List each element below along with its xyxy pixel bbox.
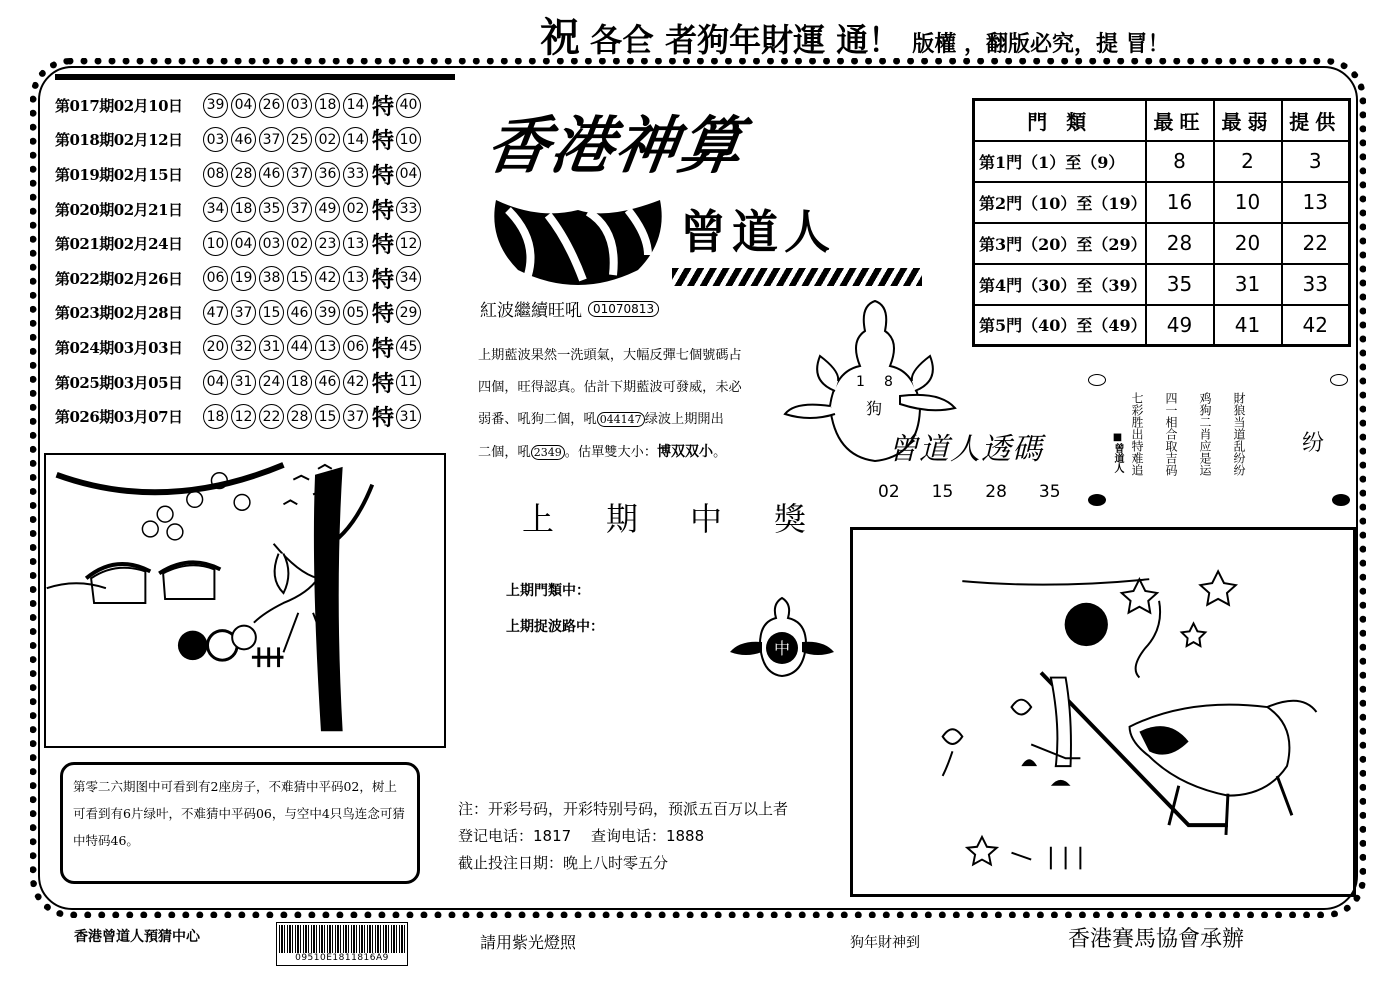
draw-row bbox=[55, 296, 455, 331]
number-ball: 39 bbox=[203, 93, 228, 118]
number-ball: 44 bbox=[287, 335, 312, 360]
door-cell-min: 10 bbox=[1214, 182, 1282, 223]
draw-label: 第024期03月03日 bbox=[55, 338, 183, 357]
header-offer: 提供 bbox=[1282, 100, 1350, 141]
door-cell-door: 第4門（30）至（39） bbox=[974, 264, 1146, 305]
door-cell-min: 31 bbox=[1214, 264, 1282, 305]
decor-oval bbox=[1088, 374, 1106, 386]
number-ball: 42 bbox=[315, 266, 340, 291]
results-top-bar bbox=[55, 74, 455, 80]
draw-row bbox=[55, 123, 455, 158]
door-cell-door: 第3門（20）至（29） bbox=[974, 223, 1146, 264]
number-ball: 04 bbox=[203, 370, 228, 395]
number-ball: 47 bbox=[203, 300, 228, 325]
decor-dot bbox=[1332, 494, 1350, 506]
number-ball: 18 bbox=[231, 197, 256, 222]
poem-columns bbox=[1130, 392, 1246, 492]
number-ball: 32 bbox=[231, 335, 256, 360]
special-label: 特 bbox=[372, 370, 395, 397]
number-ball: 15 bbox=[315, 404, 340, 429]
draw-row bbox=[55, 88, 455, 123]
number-ball: 34 bbox=[203, 197, 228, 222]
win-badge-text: 中 bbox=[774, 639, 791, 658]
special-ball: 11 bbox=[396, 370, 421, 395]
number-ball: 03 bbox=[203, 127, 228, 152]
analysis-oval: 044147 bbox=[597, 412, 645, 427]
poem-col: 財狼当道乱纷纷 bbox=[1232, 392, 1246, 476]
draw-row bbox=[55, 192, 455, 227]
analysis-line: 四個，旺得認真。估計下期藍波可發威，未必 bbox=[478, 380, 742, 395]
number-ball: 24 bbox=[259, 370, 284, 395]
door-cell-offer: 33 bbox=[1282, 264, 1350, 305]
number-ball: 38 bbox=[259, 266, 284, 291]
puzzle-picture-left bbox=[44, 453, 446, 748]
number-ball: 08 bbox=[203, 162, 228, 187]
door-row bbox=[974, 264, 1350, 305]
logo-stripes bbox=[672, 268, 922, 286]
analysis-oval: 2349 bbox=[531, 445, 565, 460]
clue-box: 第零二六期图中可看到有2座房子，不难猜中平码02，树上可看到有6片绿叶，不难猜中平码06，与空中4只鸟连念可猜中特码46。 bbox=[60, 762, 420, 884]
decor-dot bbox=[1088, 494, 1106, 506]
reveal-number: 28 bbox=[985, 482, 1007, 502]
number-ball: 15 bbox=[259, 300, 284, 325]
number-ball: 23 bbox=[315, 231, 340, 256]
number-ball: 22 bbox=[259, 404, 284, 429]
poem-end-char: 纷 bbox=[1302, 431, 1325, 456]
special-ball: 29 bbox=[396, 300, 421, 325]
draw-label: 第026期03月07日 bbox=[55, 408, 183, 427]
door-cell-door: 第2門（10）至（19） bbox=[974, 182, 1146, 223]
special-ball: 40 bbox=[396, 93, 421, 118]
number-ball: 15 bbox=[287, 266, 312, 291]
door-cell-door: 第5門（40）至（49） bbox=[974, 305, 1146, 346]
special-label: 特 bbox=[372, 93, 395, 120]
number-ball: 14 bbox=[343, 127, 368, 152]
footer-center-name: 香港曾道人預猜中心 bbox=[74, 929, 200, 945]
number-ball: 46 bbox=[259, 162, 284, 187]
footer-organizer: 香港賽馬協會承辦 bbox=[1068, 927, 1245, 952]
draw-label: 第025期03月05日 bbox=[55, 373, 183, 392]
gourd-zodiac: 狗 bbox=[866, 399, 883, 418]
number-ball: 20 bbox=[203, 335, 228, 360]
door-table-header bbox=[974, 100, 1350, 141]
poem-col: 四一相合取吉码 bbox=[1164, 392, 1178, 476]
number-ball: 37 bbox=[259, 127, 284, 152]
gourd-num-1: 1 bbox=[856, 374, 865, 390]
draw-label: 第019期02月15日 bbox=[55, 165, 183, 184]
reveal-number: 02 bbox=[878, 482, 900, 502]
special-ball: 34 bbox=[396, 266, 421, 291]
door-cell-offer: 42 bbox=[1282, 305, 1350, 346]
door-row bbox=[974, 182, 1350, 223]
barcode bbox=[276, 922, 408, 966]
red-wave-text: 紅波繼續旺吼 bbox=[480, 301, 582, 321]
number-ball: 19 bbox=[231, 266, 256, 291]
number-ball: 02 bbox=[287, 231, 312, 256]
note-line: 截止投注日期：晚上八时零五分 bbox=[458, 854, 669, 872]
red-wave bbox=[480, 296, 659, 321]
draw-label: 第020期02月21日 bbox=[55, 200, 183, 219]
door-cell-door: 第1門（1）至（9） bbox=[974, 141, 1146, 182]
prev-wave-label: 上期捉波路中： bbox=[506, 619, 604, 635]
banner-zhu: 祝 bbox=[540, 14, 580, 61]
special-ball: 31 bbox=[396, 404, 421, 429]
draw-label: 第018期02月12日 bbox=[55, 131, 183, 150]
banner-message: 各仺 者狗年財運 通！ bbox=[590, 21, 901, 59]
win-badge-icon bbox=[726, 596, 838, 680]
number-ball: 28 bbox=[231, 162, 256, 187]
red-wave-numbers: 01070813 bbox=[588, 301, 659, 317]
number-ball: 12 bbox=[231, 404, 256, 429]
special-ball: 33 bbox=[396, 197, 421, 222]
number-ball: 18 bbox=[315, 93, 340, 118]
door-row bbox=[974, 305, 1350, 346]
draw-label: 第017期02月10日 bbox=[55, 96, 183, 115]
banner-copyright: 版權 ，翻版必究，提 冒！ bbox=[912, 31, 1170, 57]
draw-row bbox=[55, 365, 455, 400]
note-line: 登记电话：1817 查询电话：1888 bbox=[458, 827, 705, 845]
poem-col: 鸡狗二肖应是运 bbox=[1198, 392, 1212, 476]
number-ball: 18 bbox=[203, 404, 228, 429]
number-ball: 35 bbox=[259, 197, 284, 222]
draw-row bbox=[55, 399, 455, 434]
number-ball: 37 bbox=[287, 197, 312, 222]
door-cell-max: 16 bbox=[1146, 182, 1214, 223]
header-door: 門 類 bbox=[974, 100, 1146, 141]
number-ball: 26 bbox=[259, 93, 284, 118]
draw-label: 第023期02月28日 bbox=[55, 304, 183, 323]
special-label: 特 bbox=[372, 162, 395, 189]
analysis-pick: 博双双小 bbox=[657, 444, 714, 460]
special-ball: 04 bbox=[396, 162, 421, 187]
number-ball: 49 bbox=[315, 197, 340, 222]
number-ball: 37 bbox=[287, 162, 312, 187]
notes bbox=[458, 796, 788, 877]
door-cell-offer: 22 bbox=[1282, 223, 1350, 264]
door-cell-min: 41 bbox=[1214, 305, 1282, 346]
number-ball: 37 bbox=[231, 300, 256, 325]
number-ball: 31 bbox=[259, 335, 284, 360]
number-ball: 37 bbox=[343, 404, 368, 429]
number-ball: 05 bbox=[343, 300, 368, 325]
number-ball: 46 bbox=[231, 127, 256, 152]
barcode-bars bbox=[279, 925, 405, 953]
door-cell-max: 28 bbox=[1146, 223, 1214, 264]
top-banner bbox=[540, 6, 1170, 63]
number-ball: 02 bbox=[315, 127, 340, 152]
draw-label: 第021期02月24日 bbox=[55, 235, 183, 254]
number-ball: 04 bbox=[231, 231, 256, 256]
draw-row bbox=[55, 157, 455, 192]
door-row bbox=[974, 223, 1350, 264]
decor-oval bbox=[1330, 374, 1348, 386]
special-ball: 12 bbox=[396, 231, 421, 256]
door-cell-max: 8 bbox=[1146, 141, 1214, 182]
number-ball: 13 bbox=[343, 231, 368, 256]
number-ball: 36 bbox=[315, 162, 340, 187]
number-ball: 28 bbox=[287, 404, 312, 429]
number-ball: 06 bbox=[343, 335, 368, 360]
draw-results bbox=[55, 74, 455, 434]
logo-title: 香港神算 bbox=[482, 109, 749, 182]
door-row bbox=[974, 141, 1350, 182]
number-ball: 10 bbox=[203, 231, 228, 256]
door-cell-min: 2 bbox=[1214, 141, 1282, 182]
number-ball: 42 bbox=[343, 370, 368, 395]
reveal-numbers bbox=[878, 482, 1061, 502]
door-cell-offer: 3 bbox=[1282, 141, 1350, 182]
special-label: 特 bbox=[372, 197, 395, 224]
footer-luck: 狗年財神到 bbox=[850, 935, 920, 951]
footer-uv-note: 請用紫光燈照 bbox=[480, 933, 577, 952]
special-label: 特 bbox=[372, 128, 395, 155]
number-ball: 13 bbox=[315, 335, 340, 360]
draw-row bbox=[55, 261, 455, 296]
door-table bbox=[972, 98, 1351, 347]
number-ball: 46 bbox=[315, 370, 340, 395]
analysis-line: 二個，吼 2349 。估單雙大小：博双双小。 bbox=[478, 444, 727, 460]
reveal-number: 35 bbox=[1038, 482, 1061, 502]
note-line: 注：开彩号码，开彩特别号码，预派五百万以上者 bbox=[458, 800, 789, 818]
analysis-line: 上期藍波果然一洗頭氣，大幅反彈七個號碼占 bbox=[478, 348, 742, 363]
special-label: 特 bbox=[372, 232, 395, 259]
logo-author: 曾道人 bbox=[680, 205, 836, 259]
number-ball: 33 bbox=[343, 162, 368, 187]
reveal-title: 曾道人透碼 bbox=[888, 432, 1043, 467]
special-label: 特 bbox=[372, 301, 395, 328]
draw-label: 第022期02月26日 bbox=[55, 269, 183, 288]
header-min: 最弱 bbox=[1214, 100, 1282, 141]
vertical-mark: ■曾道人 bbox=[1112, 432, 1123, 473]
logo-emblem-icon bbox=[488, 180, 668, 290]
puzzle-picture-right bbox=[850, 527, 1356, 897]
draw-row bbox=[55, 330, 455, 365]
prev-door-label: 上期門類中： bbox=[506, 583, 590, 599]
number-ball: 13 bbox=[343, 266, 368, 291]
header-max: 最旺 bbox=[1146, 100, 1214, 141]
gourd-num-2: 8 bbox=[884, 374, 893, 390]
number-ball: 03 bbox=[287, 93, 312, 118]
number-ball: 25 bbox=[287, 127, 312, 152]
number-ball: 18 bbox=[287, 370, 312, 395]
door-cell-max: 49 bbox=[1146, 305, 1214, 346]
analysis-line: 弱番、吼狗二個，吼 044147 绿波上期開出 bbox=[478, 412, 724, 427]
poem-col: 七彩胜出特难追 bbox=[1130, 392, 1144, 476]
number-ball: 31 bbox=[231, 370, 256, 395]
door-cell-min: 20 bbox=[1214, 223, 1282, 264]
number-ball: 46 bbox=[287, 300, 312, 325]
number-ball: 06 bbox=[203, 266, 228, 291]
number-ball: 02 bbox=[343, 197, 368, 222]
special-label: 特 bbox=[372, 405, 395, 432]
door-cell-offer: 13 bbox=[1282, 182, 1350, 223]
special-ball: 45 bbox=[396, 335, 421, 360]
analysis-text bbox=[478, 340, 768, 469]
number-ball: 14 bbox=[343, 93, 368, 118]
door-cell-max: 35 bbox=[1146, 264, 1214, 305]
special-ball: 10 bbox=[396, 127, 421, 152]
number-ball: 03 bbox=[259, 231, 284, 256]
barcode-code: 09510E1811816A9 bbox=[295, 953, 389, 963]
number-ball: 39 bbox=[315, 300, 340, 325]
reveal-number: 15 bbox=[931, 482, 954, 502]
draw-row bbox=[55, 226, 455, 261]
special-label: 特 bbox=[372, 335, 395, 362]
number-ball: 04 bbox=[231, 93, 256, 118]
prev-winning-title: 上期中獎 bbox=[522, 500, 859, 538]
special-label: 特 bbox=[372, 266, 395, 293]
